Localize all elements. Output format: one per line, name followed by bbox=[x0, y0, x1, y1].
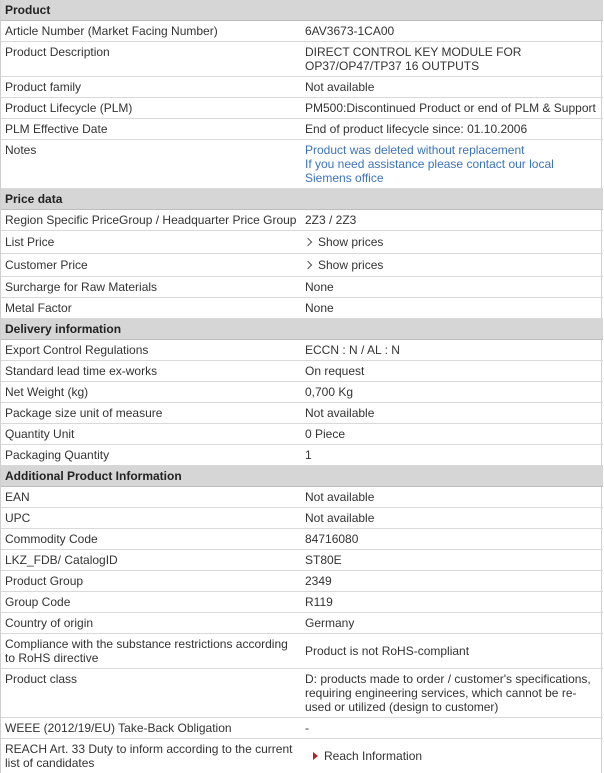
value: None bbox=[301, 277, 603, 298]
label: Compliance with the substance restrictions according to RoHS directive bbox=[1, 634, 301, 669]
triangle-right-icon bbox=[313, 752, 318, 760]
value: 0,700 Kg bbox=[301, 382, 603, 403]
show-prices-label[interactable]: Show prices bbox=[318, 258, 383, 272]
label: LKZ_FDB/ CatalogID bbox=[1, 550, 301, 571]
deleted-notice-link[interactable]: Product was deleted without replacement bbox=[305, 143, 599, 157]
row-product-class bbox=[1, 669, 603, 718]
value: Not available bbox=[301, 403, 603, 424]
value: Product is not RoHS-compliant bbox=[301, 634, 603, 669]
label: Region Specific PriceGroup / Headquarter Price Group bbox=[1, 210, 301, 231]
label: Product Description bbox=[1, 42, 301, 77]
value: None bbox=[301, 298, 603, 319]
section-header-product bbox=[1, 0, 603, 21]
product-spec-table bbox=[1, 0, 603, 773]
row-ean bbox=[1, 487, 603, 508]
value: 84716080 bbox=[301, 529, 603, 550]
value: 1 bbox=[301, 445, 603, 466]
row-upc bbox=[1, 508, 603, 529]
section-title: Price data bbox=[1, 189, 603, 210]
row-quantity-unit bbox=[1, 424, 603, 445]
row-net-weight bbox=[1, 382, 603, 403]
row-country-of-origin bbox=[1, 613, 603, 634]
label: Country of origin bbox=[1, 613, 301, 634]
label: Customer Price bbox=[1, 254, 301, 277]
contact-siemens-link[interactable]: If you need assistance please contact our local Siemens office bbox=[305, 157, 599, 185]
label: List Price bbox=[1, 231, 301, 254]
show-prices-label[interactable]: Show prices bbox=[318, 235, 383, 249]
value: - bbox=[301, 718, 603, 739]
value: ECCN : N / AL : N bbox=[301, 340, 603, 361]
row-lead-time bbox=[1, 361, 603, 382]
label: UPC bbox=[1, 508, 301, 529]
value: ST80E bbox=[301, 550, 603, 571]
value: End of product lifecycle since: 01.10.2006 bbox=[301, 119, 603, 140]
label: Product family bbox=[1, 77, 301, 98]
row-group-code bbox=[1, 592, 603, 613]
reach-information-label[interactable]: Reach Information bbox=[324, 749, 422, 763]
chevron-right-icon bbox=[304, 238, 312, 246]
row-catalog-id bbox=[1, 550, 603, 571]
value: Not available bbox=[301, 487, 603, 508]
section-header-delivery bbox=[1, 319, 603, 340]
row-list-price bbox=[1, 231, 603, 254]
label: Metal Factor bbox=[1, 298, 301, 319]
label: Quantity Unit bbox=[1, 424, 301, 445]
row-commodity-code bbox=[1, 529, 603, 550]
chevron-right-icon bbox=[304, 261, 312, 269]
label: Article Number (Market Facing Number) bbox=[1, 21, 301, 42]
value: D: products made to order / customer's specifications, requiring engineering services, which cannot be re-used or utilized (design to customer) bbox=[301, 669, 603, 718]
row-metal-factor bbox=[1, 298, 603, 319]
row-export-control bbox=[1, 340, 603, 361]
value: Germany bbox=[301, 613, 603, 634]
value: 6AV3673-1CA00 bbox=[301, 21, 603, 42]
row-surcharge-raw-materials bbox=[1, 277, 603, 298]
row-plm-effective-date bbox=[1, 119, 603, 140]
label: Product Group bbox=[1, 571, 301, 592]
show-prices-link[interactable] bbox=[301, 254, 603, 277]
notes-value bbox=[301, 140, 603, 189]
section-header-price-data bbox=[1, 189, 603, 210]
row-packaging-quantity bbox=[1, 445, 603, 466]
reach-information-link[interactable] bbox=[301, 739, 603, 773]
value: PM500:Discontinued Product or end of PLM & Support bbox=[301, 98, 603, 119]
label: Surcharge for Raw Materials bbox=[1, 277, 301, 298]
label: REACH Art. 33 Duty to inform according to the current list of candidates bbox=[1, 739, 301, 773]
label: Notes bbox=[1, 140, 301, 189]
value: On request bbox=[301, 361, 603, 382]
value: DIRECT CONTROL KEY MODULE FOR OP37/OP47/TP37 16 OUTPUTS bbox=[301, 42, 603, 77]
row-product-family bbox=[1, 77, 603, 98]
row-product-description bbox=[1, 42, 603, 77]
row-notes bbox=[1, 140, 603, 189]
value: Not available bbox=[301, 77, 603, 98]
row-customer-price bbox=[1, 254, 603, 277]
row-product-lifecycle bbox=[1, 98, 603, 119]
value: 2349 bbox=[301, 571, 603, 592]
row-product-group bbox=[1, 571, 603, 592]
value: Not available bbox=[301, 508, 603, 529]
show-prices-link[interactable] bbox=[301, 231, 603, 254]
row-weee bbox=[1, 718, 603, 739]
label: Commodity Code bbox=[1, 529, 301, 550]
value: 2Z3 / 2Z3 bbox=[301, 210, 603, 231]
label: WEEE (2012/19/EU) Take-Back Obligation bbox=[1, 718, 301, 739]
label: Net Weight (kg) bbox=[1, 382, 301, 403]
row-rohs-compliance bbox=[1, 634, 603, 669]
label: Package size unit of measure bbox=[1, 403, 301, 424]
section-header-additional bbox=[1, 466, 603, 487]
value: 0 Piece bbox=[301, 424, 603, 445]
section-title: Delivery information bbox=[1, 319, 603, 340]
section-title: Additional Product Information bbox=[1, 466, 603, 487]
label: EAN bbox=[1, 487, 301, 508]
row-region-price-group bbox=[1, 210, 603, 231]
label: Standard lead time ex-works bbox=[1, 361, 301, 382]
label: Product class bbox=[1, 669, 301, 718]
row-reach bbox=[1, 739, 603, 773]
label: Group Code bbox=[1, 592, 301, 613]
row-package-size bbox=[1, 403, 603, 424]
label: PLM Effective Date bbox=[1, 119, 301, 140]
label: Export Control Regulations bbox=[1, 340, 301, 361]
row-article-number bbox=[1, 21, 603, 42]
label: Packaging Quantity bbox=[1, 445, 301, 466]
value: R119 bbox=[301, 592, 603, 613]
section-title: Product bbox=[1, 0, 603, 21]
label: Product Lifecycle (PLM) bbox=[1, 98, 301, 119]
